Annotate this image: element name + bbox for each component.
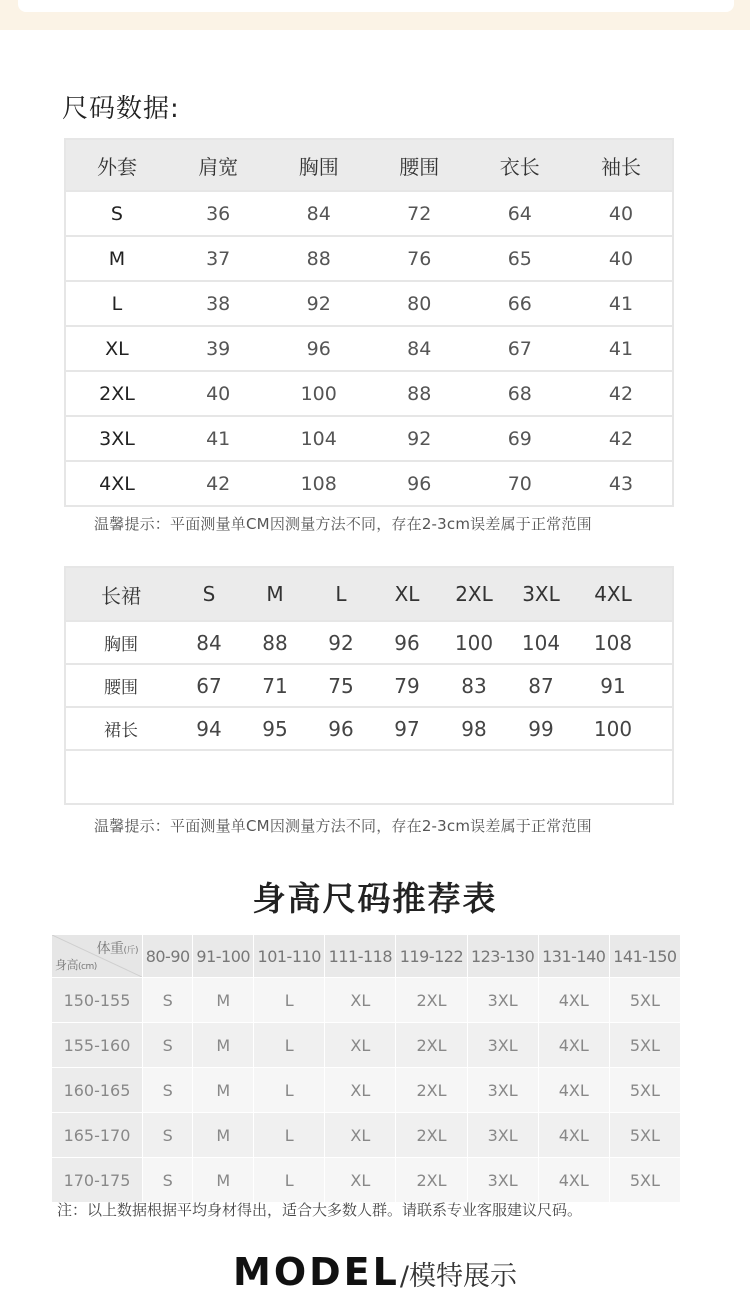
- table-cell: XL: [65, 326, 168, 371]
- table-cell: M: [193, 978, 254, 1023]
- table-cell: 40: [570, 236, 673, 281]
- table-cell: 100: [574, 707, 652, 750]
- table-cell: 4XL: [538, 978, 609, 1023]
- table-cell: L: [254, 1158, 325, 1203]
- table-cell: 2XL: [396, 978, 467, 1023]
- table-row: [65, 281, 673, 326]
- coat-size-table: [64, 138, 674, 507]
- table-cell: XL: [325, 1068, 396, 1113]
- table-cell: 79: [374, 664, 440, 707]
- table-cell: 96: [268, 326, 369, 371]
- table-cell: L: [254, 1113, 325, 1158]
- table-cell: 65: [470, 236, 571, 281]
- table-cell: M: [193, 1158, 254, 1203]
- table-cell: 5XL: [609, 1158, 680, 1203]
- table-cell: 2XL: [396, 1113, 467, 1158]
- empty-table-row: [65, 750, 673, 804]
- recommend-title: 身高尺码推荐表: [252, 879, 498, 918]
- skirt-header-spacer: [652, 567, 673, 621]
- table-cell: 38: [168, 281, 269, 326]
- table-cell: L: [254, 1023, 325, 1068]
- table-cell: 92: [369, 416, 470, 461]
- table-cell: 71: [242, 664, 308, 707]
- table-cell: 96: [308, 707, 374, 750]
- table-cell: 41: [570, 281, 673, 326]
- table-cell: XL: [325, 978, 396, 1023]
- table-cell: 88: [268, 236, 369, 281]
- height-range-cell: 165-170: [52, 1113, 143, 1158]
- weight-range-cell: 123-130: [467, 935, 538, 978]
- table-cell: 3XL: [467, 1023, 538, 1068]
- coat-header-cell: 袖长: [570, 139, 673, 191]
- table-cell: 99: [508, 707, 574, 750]
- table-cell: L: [254, 978, 325, 1023]
- table-cell: S: [143, 1158, 193, 1203]
- table-cell: 3XL: [467, 1158, 538, 1203]
- table-cell: S: [143, 978, 193, 1023]
- table-row: [52, 1023, 681, 1068]
- table-cell: 87: [508, 664, 574, 707]
- table-row: [52, 1158, 681, 1203]
- recommend-header-row: [52, 935, 681, 978]
- size-data-title: 尺码数据:: [62, 94, 180, 124]
- table-cell: 39: [168, 326, 269, 371]
- coat-header-cell: 腰围: [369, 139, 470, 191]
- skirt-header-cell: 4XL: [574, 567, 652, 621]
- skirt-header-cell: 长裙: [65, 567, 176, 621]
- table-row: [65, 236, 673, 281]
- coat-header-cell: 外套: [65, 139, 168, 191]
- table-cell: 5XL: [609, 1113, 680, 1158]
- table-row: [65, 707, 673, 750]
- table-row: [65, 664, 673, 707]
- skirt-header-cell: L: [308, 567, 374, 621]
- table-cell: 94: [176, 707, 242, 750]
- table-cell: S: [143, 1113, 193, 1158]
- table-cell: 88: [242, 621, 308, 664]
- table-row: [65, 416, 673, 461]
- coat-table-header-row: [65, 139, 673, 191]
- table-cell: [652, 664, 673, 707]
- table-cell: 98: [440, 707, 508, 750]
- table-cell: 37: [168, 236, 269, 281]
- table-cell: 80: [369, 281, 470, 326]
- diagonal-header-cell: [52, 935, 143, 978]
- table-cell: 84: [369, 326, 470, 371]
- table-cell: 84: [268, 191, 369, 236]
- recommend-note: 注：以上数据根据平均身材得出，适合大多数人群。请联系专业客服建议尺码。: [57, 1201, 583, 1219]
- skirt-header-cell: M: [242, 567, 308, 621]
- table-cell: 4XL: [538, 1158, 609, 1203]
- table-cell: 69: [470, 416, 571, 461]
- table-cell: 104: [508, 621, 574, 664]
- table-cell: 108: [574, 621, 652, 664]
- height-range-cell: 150-155: [52, 978, 143, 1023]
- table-cell: 2XL: [396, 1068, 467, 1113]
- table-cell: 36: [168, 191, 269, 236]
- table-row: [65, 191, 673, 236]
- table-cell: 3XL: [467, 978, 538, 1023]
- table-row: [65, 461, 673, 506]
- table-cell: 3XL: [467, 1113, 538, 1158]
- table-cell: 67: [176, 664, 242, 707]
- table-cell: 5XL: [609, 1023, 680, 1068]
- weight-range-cell: 111-118: [325, 935, 396, 978]
- table-cell: 68: [470, 371, 571, 416]
- table-cell: 4XL: [538, 1068, 609, 1113]
- table-cell: XL: [325, 1113, 396, 1158]
- table-cell: L: [65, 281, 168, 326]
- table-cell: 84: [176, 621, 242, 664]
- table-cell: 67: [470, 326, 571, 371]
- table-cell: 40: [168, 371, 269, 416]
- weight-range-cell: 119-122: [396, 935, 467, 978]
- height-range-cell: 155-160: [52, 1023, 143, 1068]
- measurement-tip: 温馨提示：平面测量单CM因测量方法不同，存在2-3cm误差属于正常范围: [94, 817, 592, 835]
- table-cell: 64: [470, 191, 571, 236]
- table-cell: 66: [470, 281, 571, 326]
- table-cell: 40: [570, 191, 673, 236]
- coat-header-cell: 肩宽: [168, 139, 269, 191]
- skirt-size-table: [64, 566, 674, 805]
- table-cell: 95: [242, 707, 308, 750]
- table-cell: S: [65, 191, 168, 236]
- table-cell: 2XL: [396, 1158, 467, 1203]
- table-cell: 3XL: [65, 416, 168, 461]
- skirt-header-cell: XL: [374, 567, 440, 621]
- skirt-header-cell: S: [176, 567, 242, 621]
- table-cell: M: [193, 1068, 254, 1113]
- table-cell: M: [193, 1113, 254, 1158]
- table-cell: 96: [369, 461, 470, 506]
- table-cell: S: [143, 1068, 193, 1113]
- table-cell: 92: [308, 621, 374, 664]
- table-cell: 2XL: [396, 1023, 467, 1068]
- table-cell: XL: [325, 1158, 396, 1203]
- table-cell: 72: [369, 191, 470, 236]
- table-row: [65, 371, 673, 416]
- table-cell: [652, 621, 673, 664]
- weight-range-cell: 101-110: [254, 935, 325, 978]
- table-row: [52, 978, 681, 1023]
- table-cell: 104: [268, 416, 369, 461]
- weight-range-cell: 141-150: [609, 935, 680, 978]
- coat-header-cell: 胸围: [268, 139, 369, 191]
- table-cell: 97: [374, 707, 440, 750]
- model-heading-en: MODEL: [233, 1250, 400, 1294]
- table-cell: 胸围: [65, 621, 176, 664]
- table-cell: 41: [570, 326, 673, 371]
- table-cell: 2XL: [65, 371, 168, 416]
- table-cell: 96: [374, 621, 440, 664]
- table-row: [52, 1068, 681, 1113]
- height-range-cell: 160-165: [52, 1068, 143, 1113]
- table-cell: XL: [325, 1023, 396, 1068]
- table-cell: S: [143, 1023, 193, 1068]
- model-heading-cn: /模特展示: [399, 1261, 517, 1292]
- table-cell: 100: [268, 371, 369, 416]
- model-heading: [0, 1250, 750, 1294]
- weight-range-cell: 80-90: [143, 935, 193, 978]
- top-banner-band: [0, 0, 750, 30]
- top-banner-card: [18, 0, 734, 12]
- table-cell: 裙长: [65, 707, 176, 750]
- table-cell: 4XL: [538, 1023, 609, 1068]
- table-cell: M: [65, 236, 168, 281]
- table-cell: 76: [369, 236, 470, 281]
- table-row: [65, 621, 673, 664]
- table-cell: 83: [440, 664, 508, 707]
- table-cell: 75: [308, 664, 374, 707]
- table-cell: 42: [570, 371, 673, 416]
- table-cell: L: [254, 1068, 325, 1113]
- table-cell: 42: [570, 416, 673, 461]
- weight-label: 体重(斤): [96, 941, 138, 957]
- table-cell: 3XL: [467, 1068, 538, 1113]
- height-label: 身高(cm): [55, 958, 97, 972]
- table-cell: 4XL: [65, 461, 168, 506]
- table-row: [65, 326, 673, 371]
- empty-cell: [65, 750, 673, 804]
- skirt-table-header-row: [65, 567, 673, 621]
- coat-header-cell: 衣长: [470, 139, 571, 191]
- table-cell: M: [193, 1023, 254, 1068]
- table-cell: 100: [440, 621, 508, 664]
- table-row: [52, 1113, 681, 1158]
- table-cell: 42: [168, 461, 269, 506]
- table-cell: 5XL: [609, 978, 680, 1023]
- table-cell: 41: [168, 416, 269, 461]
- table-cell: 108: [268, 461, 369, 506]
- table-cell: 腰围: [65, 664, 176, 707]
- table-cell: 92: [268, 281, 369, 326]
- table-cell: [652, 707, 673, 750]
- table-cell: 5XL: [609, 1068, 680, 1113]
- table-cell: 88: [369, 371, 470, 416]
- table-cell: 70: [470, 461, 571, 506]
- height-range-cell: 170-175: [52, 1158, 143, 1203]
- weight-range-cell: 131-140: [538, 935, 609, 978]
- weight-range-cell: 91-100: [193, 935, 254, 978]
- height-size-recommend-table: [51, 934, 681, 1203]
- table-cell: 4XL: [538, 1113, 609, 1158]
- table-cell: 91: [574, 664, 652, 707]
- skirt-header-cell: 3XL: [508, 567, 574, 621]
- table-cell: 43: [570, 461, 673, 506]
- measurement-tip: 温馨提示：平面测量单CM因测量方法不同，存在2-3cm误差属于正常范围: [94, 515, 592, 533]
- skirt-header-cell: 2XL: [440, 567, 508, 621]
